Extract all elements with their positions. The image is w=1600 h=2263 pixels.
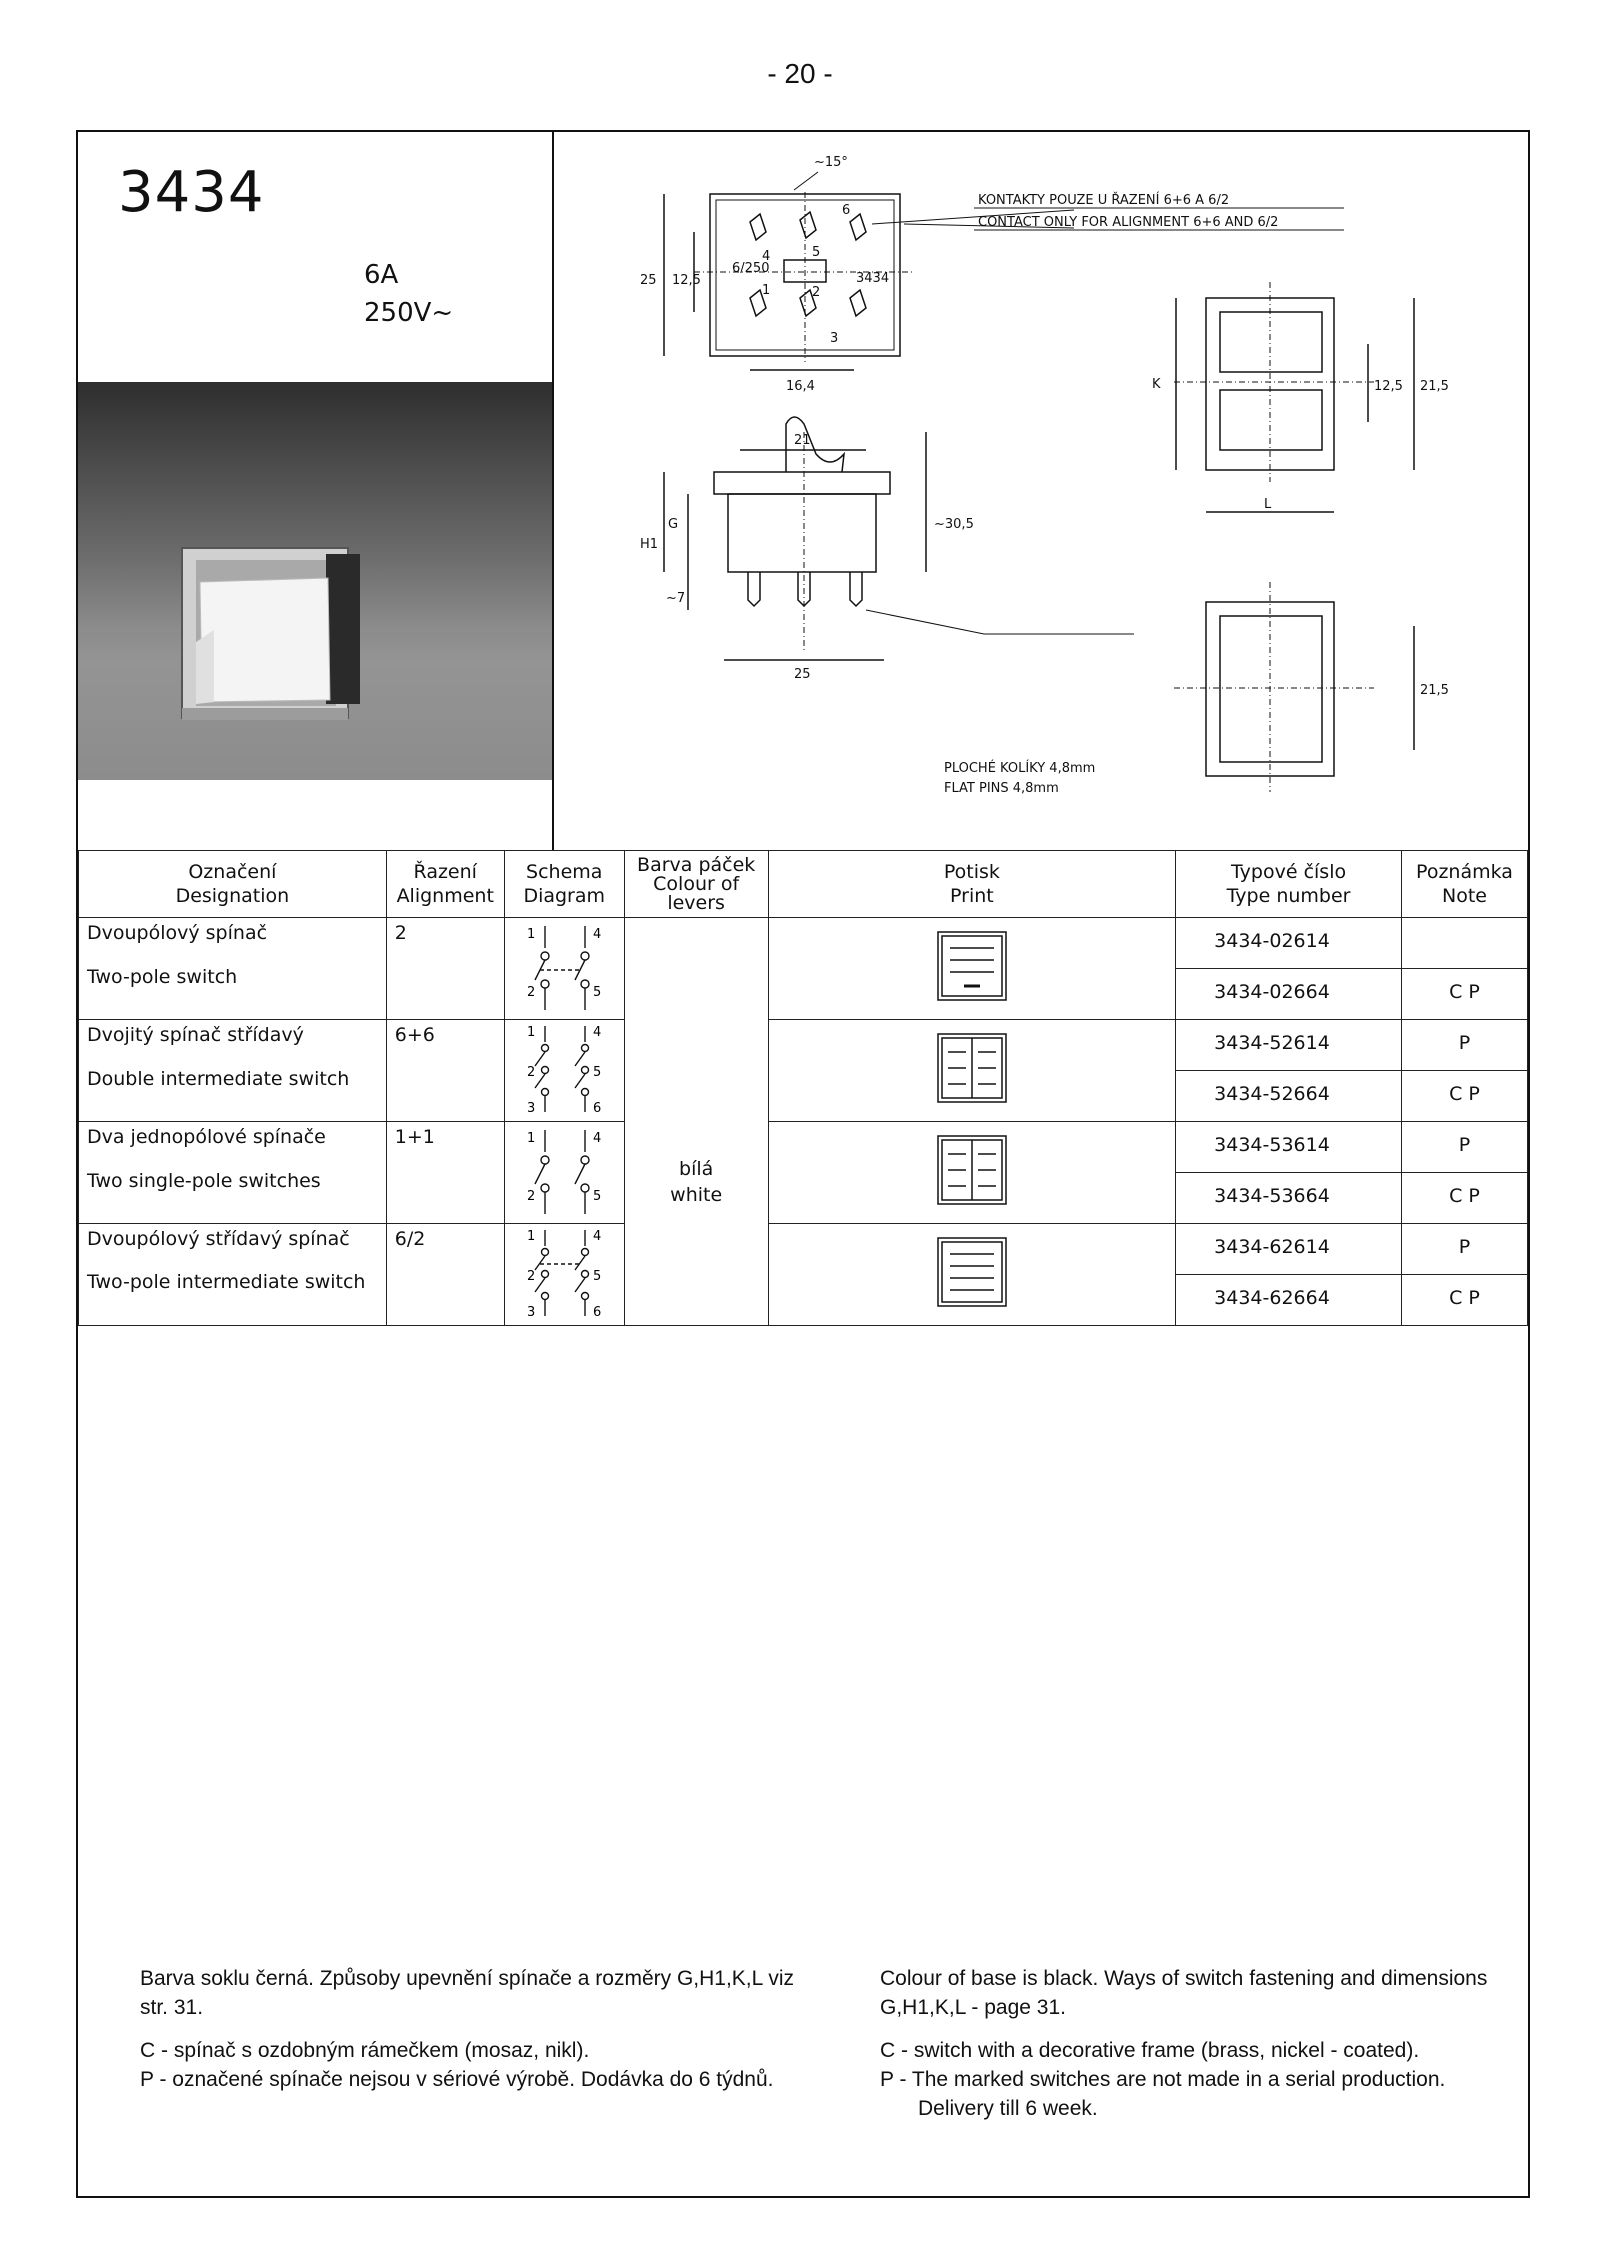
svg-text:2: 2 <box>526 1189 536 1204</box>
dim-pin7: ~7 <box>666 591 686 606</box>
print-symbol-double <box>936 1134 1008 1206</box>
print-symbol-single <box>936 930 1008 1002</box>
alignment-cell: 6+6 <box>386 1020 504 1122</box>
dim-w25: 25 <box>794 667 811 682</box>
print-cell <box>768 918 1176 1020</box>
notes-czech <box>140 1964 820 2108</box>
mark-5: 5 <box>812 245 821 260</box>
type-number: 3434-02614 <box>1176 918 1402 969</box>
dim-h12-5: 12,5 <box>672 273 701 288</box>
type-number: 3434-52664 <box>1176 1071 1402 1122</box>
print-cell <box>768 1224 1176 1326</box>
alignment-cell: 1+1 <box>386 1122 504 1224</box>
dim-r21-5b: 21,5 <box>1420 683 1449 698</box>
print-cell <box>768 1122 1176 1224</box>
header-colour: Barva páček Colour of levers <box>624 851 768 918</box>
rating-voltage: 250V~ <box>364 298 454 328</box>
type-number: 3434-52614 <box>1176 1020 1402 1071</box>
mark-2: 2 <box>812 285 821 300</box>
svg-text:1: 1 <box>526 927 536 942</box>
dim-H1: H1 <box>640 537 659 552</box>
product-photo <box>78 382 552 780</box>
note-cell: P <box>1401 1122 1527 1173</box>
header-type: Typové číslo Type number <box>1176 851 1402 918</box>
svg-text:6: 6 <box>592 1101 602 1116</box>
product-sheet <box>76 130 1530 2198</box>
dim-h30-5: ~30,5 <box>934 517 974 532</box>
dim-r12-5: 12,5 <box>1374 379 1403 394</box>
page-number: - 20 - <box>767 58 833 89</box>
svg-text:3: 3 <box>526 1101 536 1116</box>
print-symbol-double <box>936 1032 1008 1104</box>
note-cell: P <box>1401 1224 1527 1275</box>
designation-cell: Dva jednopólové spínače Two single-pole switches <box>79 1122 387 1224</box>
alignment-cell: 6/2 <box>386 1224 504 1326</box>
mark-3: 3 <box>830 331 839 346</box>
pins-note-en: FLAT PINS 4,8mm <box>944 781 1059 796</box>
switch-diagram <box>505 1224 623 1320</box>
note-cell: C P <box>1401 1173 1527 1224</box>
switch-diagram <box>505 1020 623 1116</box>
svg-text:5: 5 <box>592 1189 602 1204</box>
dim-angle: ~15° <box>814 155 848 170</box>
header-diagram: Schema Diagram <box>504 851 624 918</box>
type-number: 3434-53614 <box>1176 1122 1402 1173</box>
svg-text:4: 4 <box>592 1025 602 1040</box>
svg-text:1: 1 <box>526 1131 536 1146</box>
colour-cell <box>624 918 768 1326</box>
header-alignment: Řazení Alignment <box>386 851 504 918</box>
header-designation: Označení Designation <box>79 851 387 918</box>
header-print: Potisk Print <box>768 851 1176 918</box>
note-en-2: C - switch with a decorative frame (brass, nickel - coated). <box>880 2039 1420 2062</box>
spec-table <box>78 850 1528 1326</box>
print-symbol-single <box>936 1236 1008 1308</box>
note-cell: P <box>1401 1020 1527 1071</box>
note-cz-2: C - spínač s ozdobným rámečkem (mosaz, nikl). <box>140 2039 590 2062</box>
dim-w16-4: 16,4 <box>786 379 815 394</box>
diagram-cell <box>504 918 624 1020</box>
svg-text:5: 5 <box>592 1065 602 1080</box>
svg-text:1: 1 <box>526 1025 536 1040</box>
mark-6-250: 6/250 <box>732 261 770 276</box>
designation-cell: Dvojitý spínač střídavý Double intermediate switch <box>79 1020 387 1122</box>
dim-L: L <box>1264 497 1272 512</box>
switch-diagram <box>505 918 623 1014</box>
note-en-3a: P - The marked switches are not made in a serial production. <box>880 2068 1446 2091</box>
designation-cell: Dvoupólový spínač Two-pole switch <box>79 918 387 1020</box>
dim-G: G <box>668 517 679 532</box>
table-row <box>79 1020 1528 1071</box>
note-cell: C P <box>1401 969 1527 1020</box>
dim-w21: 21 <box>794 433 811 448</box>
mark-1: 1 <box>762 283 771 298</box>
table-row <box>79 918 1528 969</box>
model-number: 3434 <box>118 160 265 225</box>
note-en-3b: Delivery till 6 week. <box>918 2097 1098 2120</box>
type-number: 3434-53664 <box>1176 1173 1402 1224</box>
contact-note-cz: KONTAKTY POUZE U ŘAZENÍ 6+6 A 6/2 <box>978 193 1230 208</box>
colour-cz: bílá <box>679 1157 714 1180</box>
svg-text:4: 4 <box>592 1131 602 1146</box>
diagram-cell <box>504 1020 624 1122</box>
diagram-cell <box>504 1224 624 1326</box>
table-row <box>79 1224 1528 1275</box>
note-cz-3: P - označené spínače nejsou v sériové výrobě. Dodávka do 6 týdnů. <box>140 2068 774 2091</box>
mark-6: 6 <box>842 203 851 218</box>
table-header <box>79 851 1528 918</box>
svg-text:3: 3 <box>526 1305 536 1320</box>
pins-note-cz: PLOCHÉ KOLÍKY 4,8mm <box>944 761 1096 776</box>
header-note: Poznámka Note <box>1401 851 1527 918</box>
switch-diagram <box>505 1122 623 1218</box>
dimension-drawing <box>554 132 1530 850</box>
technical-drawing <box>554 132 1530 850</box>
note-cell: C P <box>1401 1275 1527 1326</box>
svg-text:4: 4 <box>592 1229 602 1244</box>
note-cell: C P <box>1401 1071 1527 1122</box>
print-cell <box>768 1020 1176 1122</box>
svg-text:2: 2 <box>526 1269 536 1284</box>
svg-text:4: 4 <box>592 927 602 942</box>
switch-photo-illustration <box>78 382 552 780</box>
rating-current: 6A <box>364 260 399 290</box>
designation-cell: Dvoupólový střídavý spínač Two-pole intermediate switch <box>79 1224 387 1326</box>
svg-text:2: 2 <box>526 1065 536 1080</box>
svg-text:1: 1 <box>526 1229 536 1244</box>
rating <box>364 256 453 332</box>
svg-text:2: 2 <box>526 985 536 1000</box>
type-number: 3434-62614 <box>1176 1224 1402 1275</box>
dim-K: K <box>1152 377 1161 392</box>
dim-r21-5a: 21,5 <box>1420 379 1449 394</box>
type-number: 3434-02664 <box>1176 969 1402 1020</box>
note-cz-1: Barva soklu černá. Způsoby upevnění spínače a rozměry G,H1,K,L viz str. 31. <box>140 1967 795 2019</box>
type-number: 3434-62664 <box>1176 1275 1402 1326</box>
table-row <box>79 1122 1528 1173</box>
note-en-1: Colour of base is black. Ways of switch fastening and dimensions G,H1,K,L - page 31. <box>880 1967 1488 2019</box>
note-cell <box>1401 918 1527 969</box>
notes-english <box>880 1964 1560 2137</box>
dim-h25: 25 <box>640 273 657 288</box>
mark-3434: 3434 <box>856 271 890 286</box>
mark-4: 4 <box>762 249 771 264</box>
diagram-cell <box>504 1122 624 1224</box>
contact-note-en: CONTACT ONLY FOR ALIGNMENT 6+6 AND 6/2 <box>978 215 1279 230</box>
svg-text:5: 5 <box>592 985 602 1000</box>
alignment-cell: 2 <box>386 918 504 1020</box>
colour-en: white <box>670 1183 723 1206</box>
svg-text:5: 5 <box>592 1269 602 1284</box>
svg-text:6: 6 <box>592 1305 602 1320</box>
